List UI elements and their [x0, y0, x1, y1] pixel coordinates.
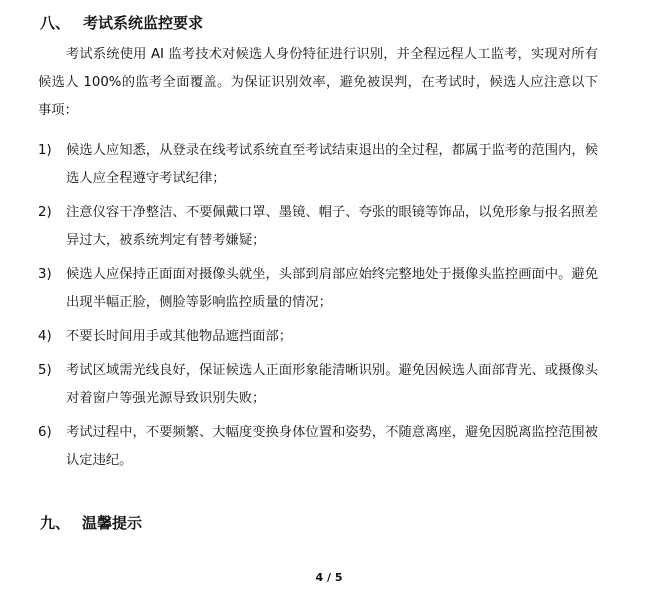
list-item-marker: 5) [38, 363, 52, 378]
notice-list [38, 137, 598, 481]
list-item-marker: 2) [38, 205, 52, 220]
list-item [38, 261, 598, 317]
list-item-text: 候选人应保持正面面对摄像头就坐，头部到肩部应始终完整地处于摄像头监控画面中。避免出现半幅正脸，侧脸等影响监控质量的情况； [66, 267, 598, 310]
list-item [38, 137, 598, 193]
list-item [38, 419, 598, 475]
list-item-text: 考试区域需光线良好，保证候选人正面形象能清晰识别。避免因候选人面部背光、或摄像头对着窗户等强光源导致识别失败； [66, 363, 598, 406]
section-9-number: 九、 [40, 514, 71, 532]
section-8-title: 考试系统监控要求 [83, 14, 204, 32]
page-number: 4 / 5 [315, 571, 343, 584]
list-item-text: 不要长时间用手或其他物品遮挡面部； [66, 329, 293, 344]
list-item [38, 357, 598, 413]
section-8-number: 八、 [40, 14, 71, 32]
list-item-marker: 3) [38, 267, 52, 282]
intro-paragraph: 考试系统使用 AI 监考技术对候选人身份特征进行识别，并全程远程人工监考，实现对所有候选人 100%的监考全面覆盖。为保证识别效率，避免被误判，在考试时，候选人应注意以下事项： [38, 47, 598, 118]
list-item-text: 注意仪容干净整洁、不要佩戴口罩、墨镜、帽子、夸张的眼镜等饰品，以免形象与报名照差异过大，被系统判定有替考嫌疑； [66, 205, 598, 248]
list-item-text: 候选人应知悉，从登录在线考试系统直至考试结束退出的全过程，都属于监考的范围内，候选人应全程遵守考试纪律； [66, 143, 598, 186]
section-8-heading [40, 13, 203, 33]
section-9-heading [40, 513, 142, 533]
list-item-marker: 4) [38, 329, 52, 344]
list-item-marker: 6) [38, 425, 52, 440]
list-item [38, 199, 598, 255]
list-item [38, 323, 598, 351]
list-item-marker: 1) [38, 143, 52, 158]
section-9-title: 温馨提示 [82, 514, 143, 532]
list-item-text: 考试过程中，不要频繁、大幅度变换身体位置和姿势，不随意离座，避免因脱离监控范围被认定违纪。 [66, 425, 598, 468]
